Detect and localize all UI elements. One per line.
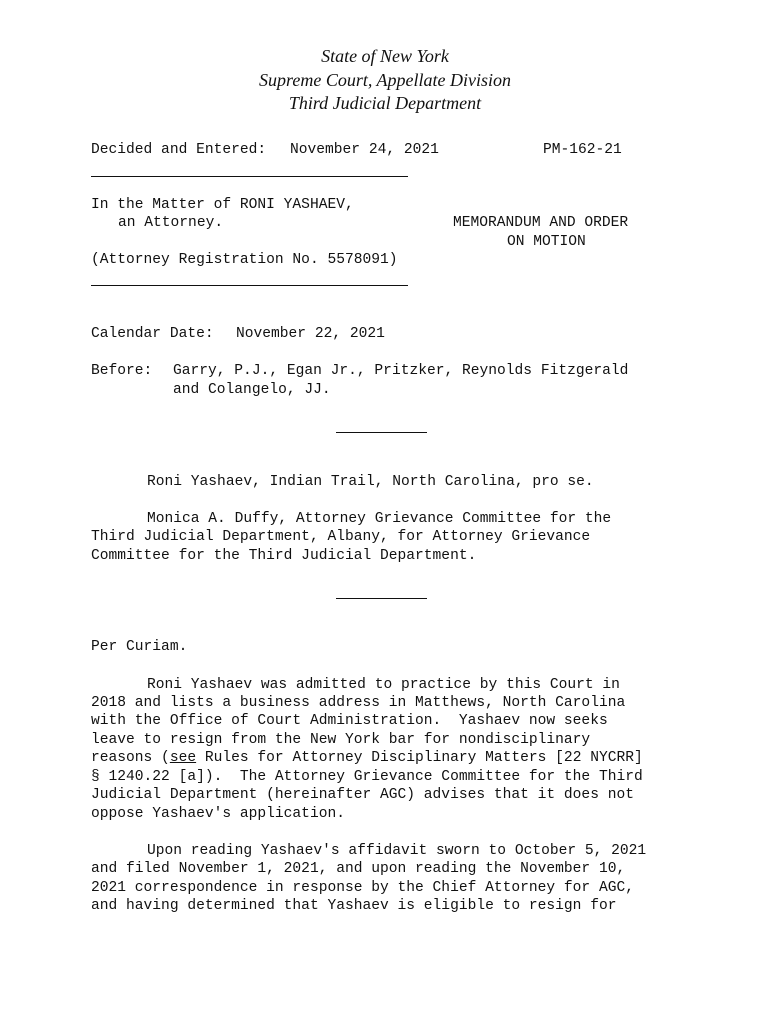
calendar-date: November 22, 2021 <box>236 326 385 342</box>
paragraph-1-line-8: oppose Yashaev's application. <box>91 806 345 822</box>
calendar-date-label: Calendar Date: <box>91 326 214 342</box>
order-title-line-1: MEMORANDUM AND ORDER <box>453 215 629 231</box>
text-segment: reasons ( <box>91 750 170 766</box>
section-divider-1 <box>336 432 427 433</box>
appearance-agc-line-3: Committee for the Third Judicial Department. <box>91 548 477 564</box>
paragraph-1-line-5 <box>91 749 643 767</box>
court-name-state: State of New York <box>321 46 449 66</box>
paragraph-2-line-4: and having determined that Yashaev is eligible to resign for <box>91 898 617 914</box>
paragraph-1-line-6: § 1240.22 [a]). The Attorney Grievance Committee for the Third <box>91 769 643 785</box>
attorney-registration: (Attorney Registration No. 5578091) <box>91 252 398 268</box>
per-curiam: Per Curiam. <box>91 639 188 655</box>
bench-line-2: and Colangelo, JJ. <box>173 382 331 398</box>
section-divider-2 <box>336 598 427 599</box>
paragraph-2-line-2: and filed November 1, 2021, and upon reading the November 10, <box>91 861 626 877</box>
paragraph-1-line-7: Judicial Department (hereinafter AGC) advises that it does not <box>91 787 634 803</box>
bench-line-1: Garry, P.J., Egan Jr., Pritzker, Reynolds Fitzgerald <box>173 363 629 379</box>
paragraph-2-line-1: Upon reading Yashaev's affidavit sworn to October 5, 2021 <box>147 843 647 859</box>
court-name-division: Supreme Court, Appellate Division <box>259 70 511 90</box>
paragraph-1-line-3: with the Office of Court Administration. Yashaev now seeks <box>91 713 608 729</box>
caption-rule-bottom <box>91 285 408 286</box>
appearance-agc-line-1: Monica A. Duffy, Attorney Grievance Committee for the <box>147 511 612 527</box>
decided-label: Decided and Entered: <box>91 142 267 158</box>
paragraph-1-line-2: 2018 and lists a business address in Matthews, North Carolina <box>91 695 626 711</box>
paragraph-1-line-4: leave to resign from the New York bar for nondisciplinary <box>91 732 591 748</box>
matter-line-1: In the Matter of RONI YASHAEV, <box>91 197 354 213</box>
matter-line-2: an Attorney. <box>118 215 224 231</box>
court-name-department: Third Judicial Department <box>288 93 482 113</box>
decided-date: November 24, 2021 <box>290 142 439 158</box>
text-segment: Rules for Attorney Disciplinary Matters [22 NYCRR] <box>196 750 643 766</box>
appearance-agc-line-2: Third Judicial Department, Albany, for Attorney Grievance <box>91 529 591 545</box>
docket-number: PM-162-21 <box>543 142 622 158</box>
order-title-line-2: ON MOTION <box>507 234 586 250</box>
paragraph-2-line-3: 2021 correspondence in response by the Chief Attorney for AGC, <box>91 880 634 896</box>
paragraph-1-line-1: Roni Yashaev was admitted to practice by this Court in <box>147 677 620 693</box>
see-signal: see <box>169 750 197 766</box>
caption-rule-top <box>91 176 408 177</box>
appearance-respondent: Roni Yashaev, Indian Trail, North Carolina, pro se. <box>147 474 594 490</box>
before-label: Before: <box>91 363 153 379</box>
